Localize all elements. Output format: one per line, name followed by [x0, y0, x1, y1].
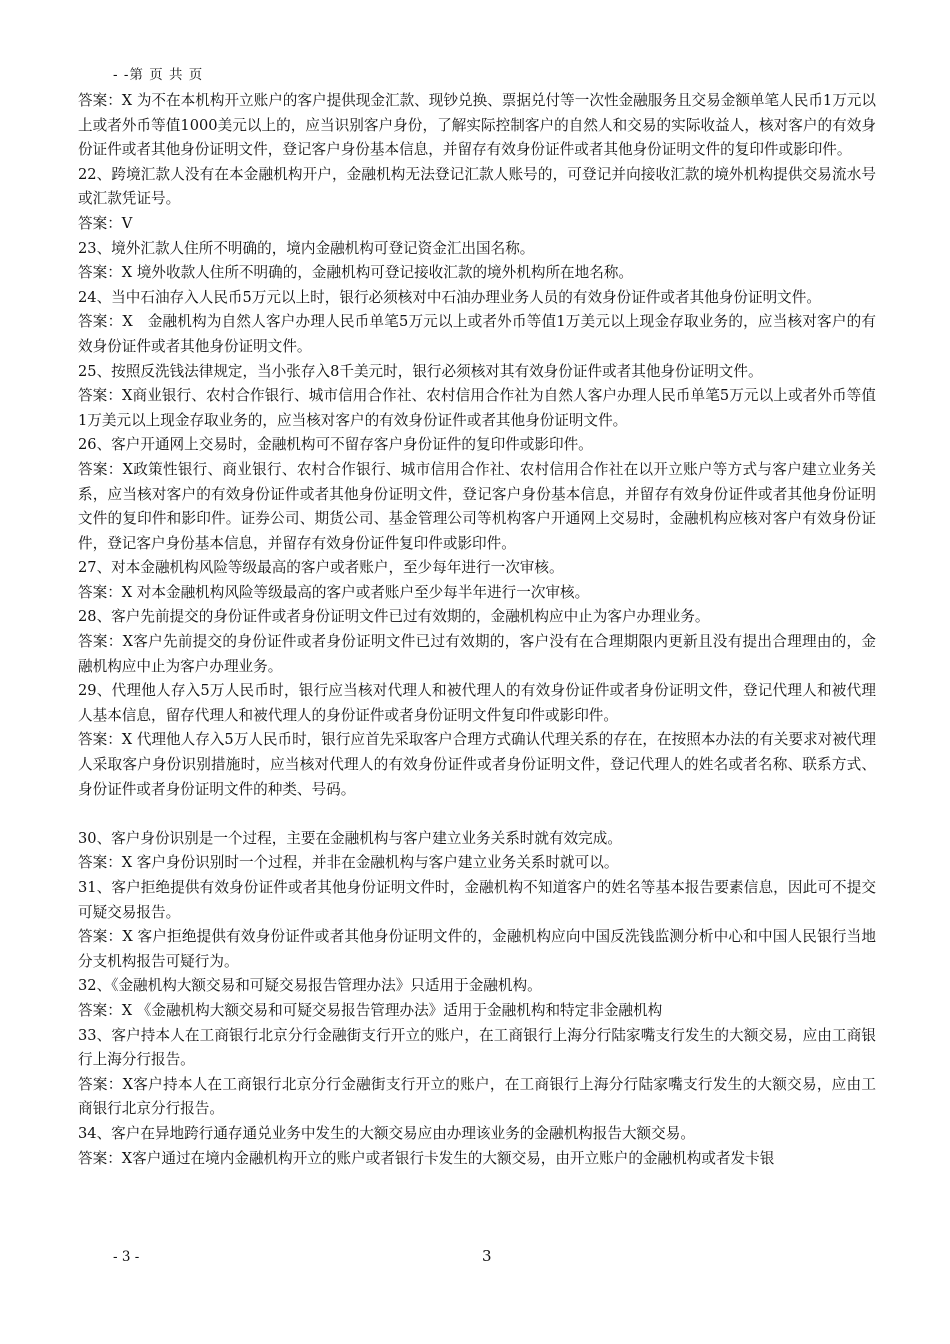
question-30: 30、客户身份识别是一个过程，主要在金融机构与客户建立业务关系时就有效完成。 [78, 829, 622, 847]
question-24: 24、当中石油存入人民币5万元以上时，银行必须核对中石油办理业务人员的有效身份证件或者其他身份证明文件。 [78, 288, 821, 306]
answer-30: 答案：X 客户身份识别时一个过程，并非在金融机构与客户建立业务关系时就可以。 [78, 854, 619, 872]
document-body [78, 89, 876, 1171]
answer-22: 答案：V [78, 214, 133, 232]
question-23: 23、境外汇款人住所不明确的，境内金融机构可登记资金汇出国名称。 [78, 239, 535, 257]
answer-27: 答案：X 对本金融机构风险等级最高的客户或者账户至少每半年进行一次审核。 [78, 583, 590, 601]
paragraph: 答案：X 为不在本机构开立账户的客户提供现金汇款、现钞兑换、票据兑付等一次性金融服务且交易金额单笔人民币1万元以上或者外币等值1000美元以上的，应当识别客户身份，了解实际控制客户的自然人和交易的实际收益人，核对客户的有效身份证件或者其他身份证明文件，登记客户身份基本信息，并留存有效身份证件或者其他身份证明文件的复印件或影印件。 [78, 92, 876, 159]
page-footer-label: - 3 - [113, 1249, 140, 1265]
page-number: 3 [482, 1247, 492, 1265]
answer-25: 答案：X商业银行、农村合作银行、城市信用合作社、农村信用合作社为自然人客户办理人民币单笔5万元以上或者外币等值1万美元以上现金存取业务的，应当核对客户的有效身份证件或者其他身份证明文件。 [78, 387, 876, 429]
question-29: 29、代理他人存入5万人民币时，银行应当核对代理人和被代理人的有效身份证件或者身份证明文件，登记代理人和被代理人基本信息，留存代理人和被代理人的身份证件或者身份证明文件复印件或影印件。 [78, 682, 876, 724]
question-27: 27、对本金融机构风险等级最高的客户或者账户，至少每年进行一次审核。 [78, 559, 564, 577]
question-31: 31、客户拒绝提供有效身份证件或者其他身份证明文件时，金融机构不知道客户的姓名等基本报告要素信息，因此可不提交可疑交易报告。 [78, 879, 876, 921]
answer-33: 答案：X客户持本人在工商银行北京分行金融街支行开立的账户，在工商银行上海分行陆家嘴支行发生的大额交易，应由工商银行北京分行报告。 [78, 1075, 876, 1118]
answer-24: 答案：X 金融机构为自然人客户办理人民币单笔5万元以上或者外币等值1万美元以上现金存取业务的，应当核对客户的有效身份证件或者其他身份证明文件。 [78, 313, 876, 355]
question-34: 34、客户在异地跨行通存通兑业务中发生的大额交易应由办理该业务的金融机构报告大额交易。 [78, 1124, 695, 1142]
question-33: 33、客户持本人在工商银行北京分行金融街支行开立的账户，在工商银行上海分行陆家嘴支行发生的大额交易，应由工商银行上海分行报告。 [78, 1026, 876, 1069]
answer-28: 答案：X客户先前提交的身份证件或者身份证明文件已过有效期的，客户没有在合理期限内更新且没有提出合理理由的，金融机构应中止为客户办理业务。 [78, 633, 876, 675]
answer-31: 答案：X 客户拒绝提供有效身份证件或者其他身份证明文件的，金融机构应向中国反洗钱监测分析中心和中国人民银行当地分支机构报告可疑行为。 [78, 928, 876, 970]
page-header: - -第 页 共 页 [113, 67, 204, 83]
answer-32: 答案：X 《金融机构大额交易和可疑交易报告管理办法》适用于金融机构和特定非金融机构 [78, 1001, 663, 1019]
question-28: 28、客户先前提交的身份证件或者身份证明文件已过有效期的，金融机构应中止为客户办理业务。 [78, 608, 710, 626]
question-25: 25、按照反洗钱法律规定，当小张存入8千美元时，银行必须核对其有效身份证件或者其他身份证明文件。 [78, 362, 763, 380]
answer-23: 答案：X 境外收款人住所不明确的，金融机构可登记接收汇款的境外机构所在地名称。 [78, 264, 634, 282]
answer-34: 答案：X客户通过在境内金融机构开立的账户或者银行卡发生的大额交易，由开立账户的金融机构或者发卡银 [78, 1149, 775, 1167]
question-26: 26、客户开通网上交易时，金融机构可不留存客户身份证件的复印件或影印件。 [78, 436, 593, 454]
blank-line [78, 802, 876, 827]
answer-29: 答案：X 代理他人存入5万人民币时，银行应首先采取客户合理方式确认代理关系的存在，在按照本办法的有关要求对被代理人采取客户身份识别措施时，应当核对代理人的有效身份证件或者身份证明文件，登记代理人的姓名或者名称、联系方式、身份证件或者身份证明文件的种类、号码。 [78, 731, 876, 798]
question-32: 32、《金融机构大额交易和可疑交易报告管理办法》只适用于金融机构。 [78, 977, 542, 995]
question-22: 22、跨境汇款人没有在本金融机构开户，金融机构无法登记汇款人账号的，可登记并向接收汇款的境外机构提供交易流水号或汇款凭证号。 [78, 165, 876, 208]
answer-26: 答案：X政策性银行、商业银行、农村合作银行、城市信用合作社、农村信用合作社在以开立账户等方式与客户建立业务关系，应当核对客户的有效身份证件或者其他身份证明文件，登记客户身份基本信息，并留存有效身份证件或者其他身份证明文件的复印件和影印件。证券公司、期货公司、基金管理公司等机构客户开通网上交易时，金融机构应核对客户有效身份证件，登记客户身份基本信息，并留存有效身份证件复印件或影印件。 [78, 460, 876, 552]
